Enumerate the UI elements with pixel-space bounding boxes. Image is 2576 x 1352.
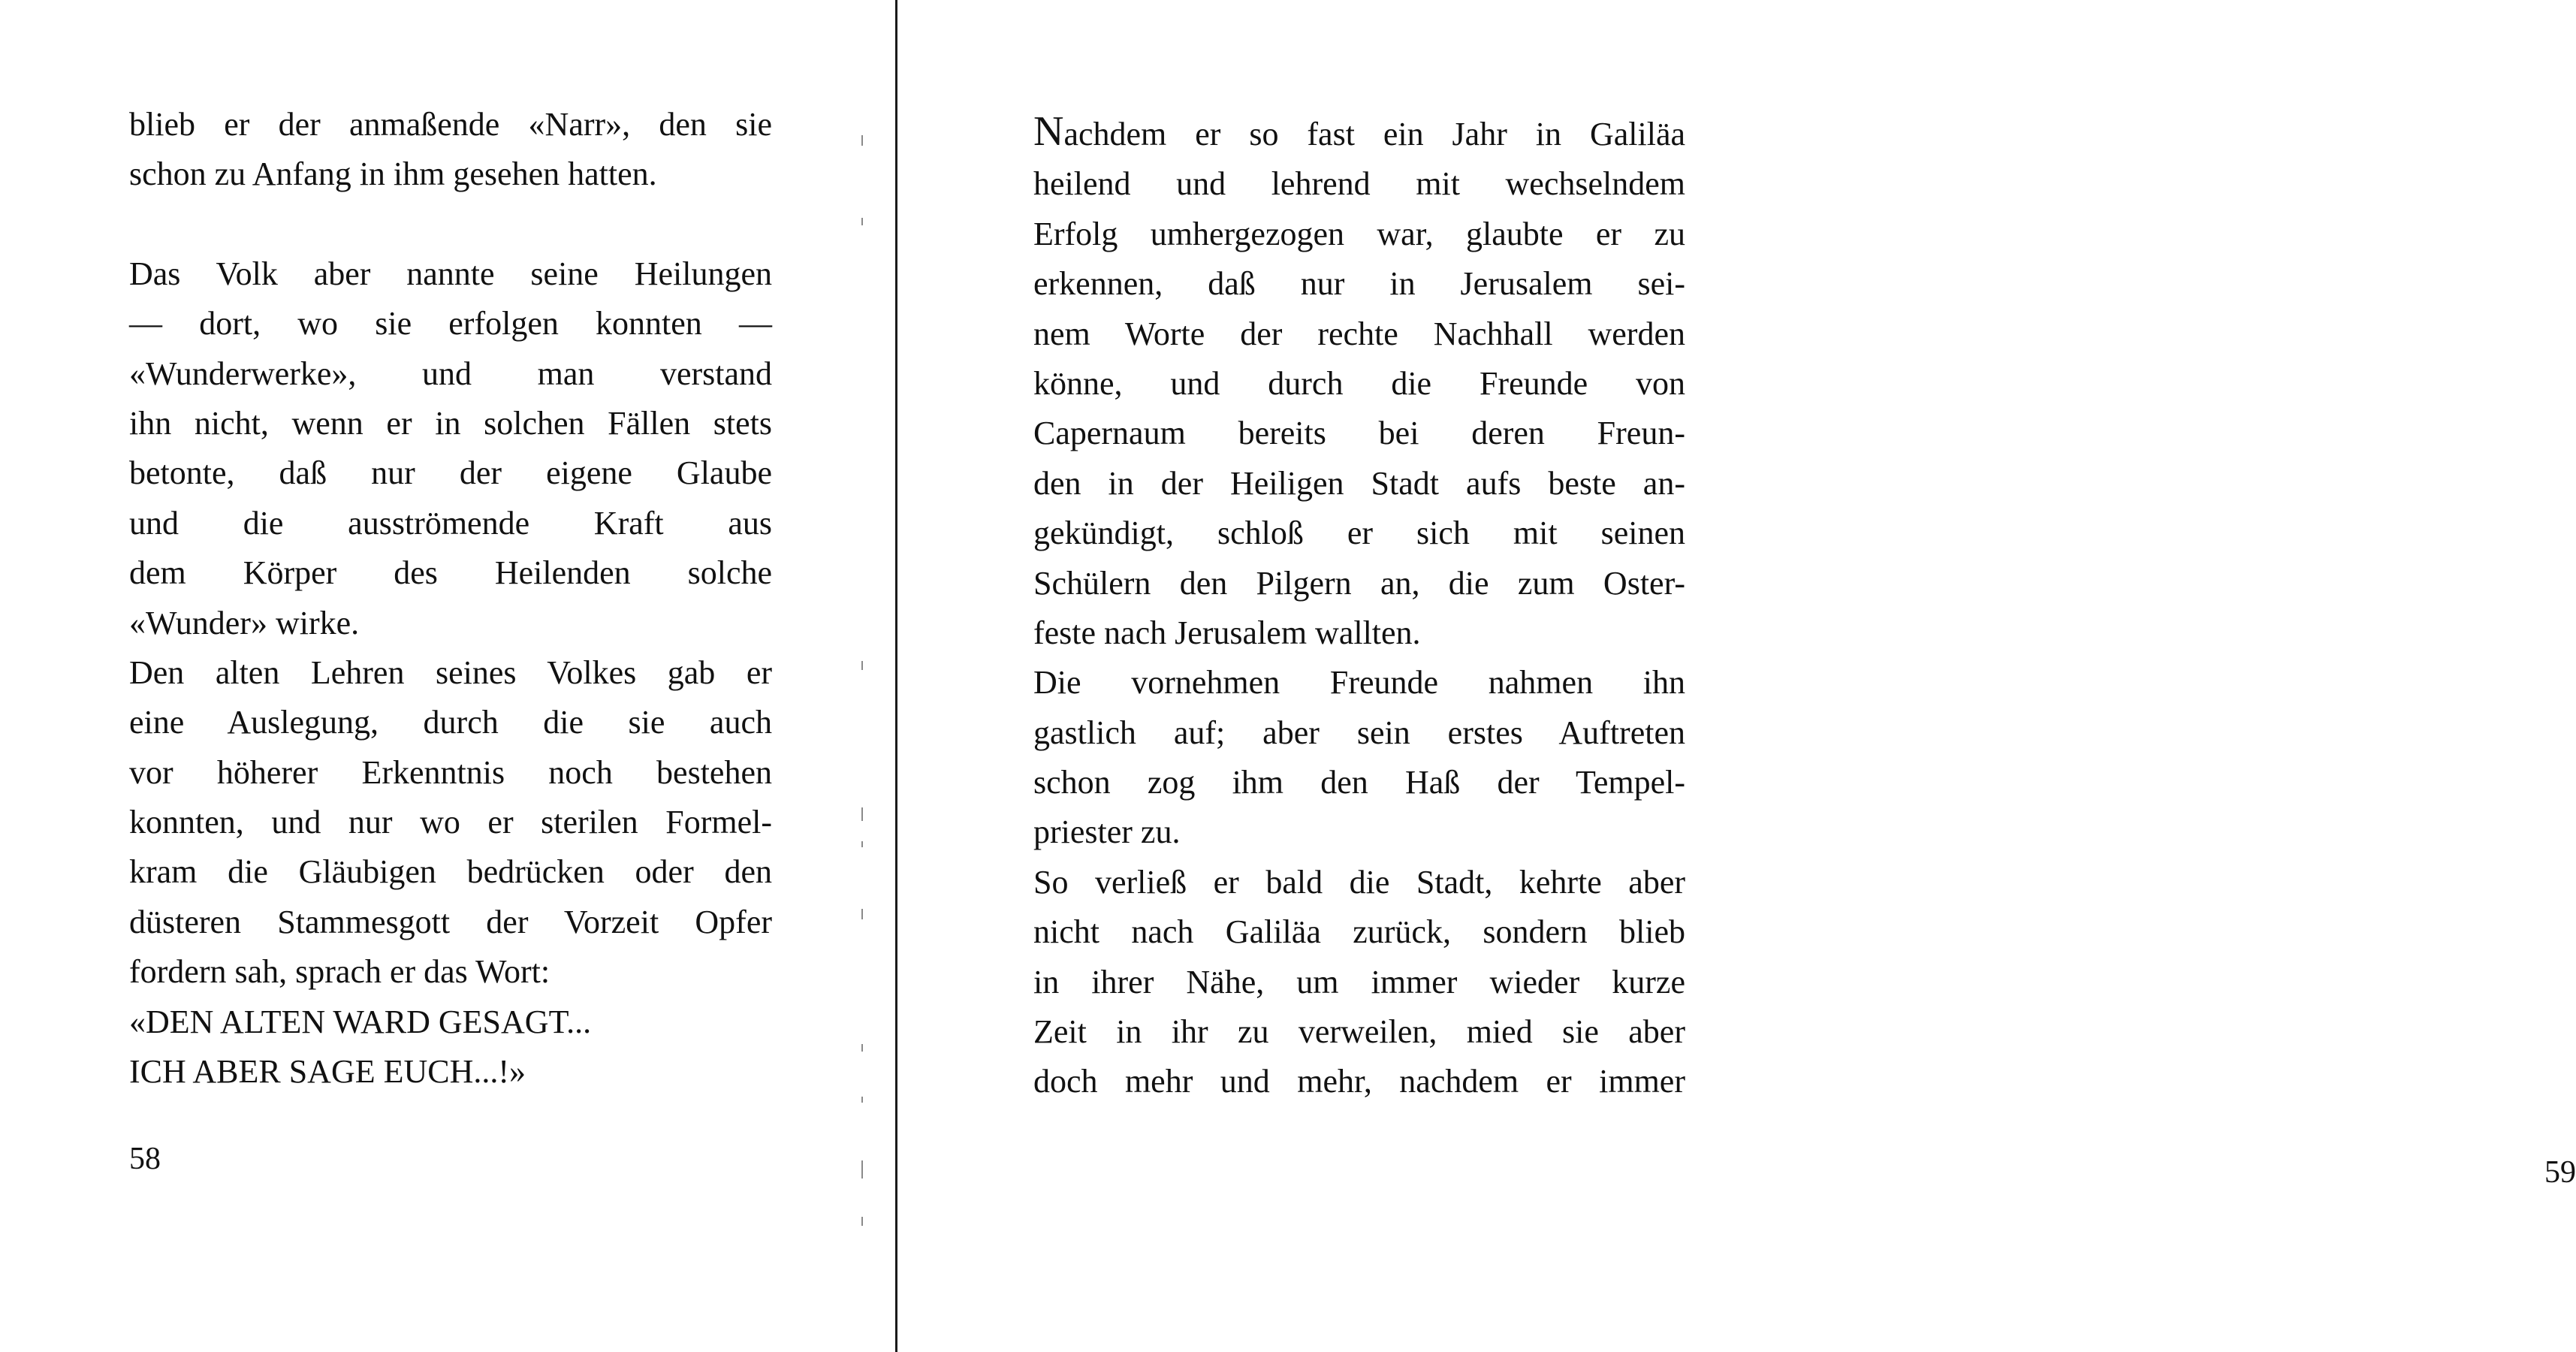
text-line: Capernaum bereits bei deren Freun- bbox=[1033, 415, 1685, 452]
text-line bbox=[1033, 110, 1685, 159]
text-line: «Wunderwerke», und man verstand bbox=[129, 355, 772, 392]
right-page-text bbox=[1033, 110, 1685, 1107]
text-line: den in der Heiligen Stadt aufs beste an- bbox=[1033, 464, 1685, 502]
page-number-left: 58 bbox=[129, 1142, 161, 1176]
text-line: Das Volk aber nannte seine Heilungen bbox=[129, 255, 772, 292]
right-page bbox=[901, 0, 2576, 1352]
text-line: schon zu Anfang in ihm gesehen hatten. bbox=[129, 155, 657, 193]
text-line: heilend und lehrend mit wechselndem bbox=[1033, 165, 1685, 203]
text-line: erkennen, daß nur in Jerusalem sei- bbox=[1033, 265, 1685, 303]
text-line: fordern sah, sprach er das Wort: bbox=[129, 953, 550, 991]
text-line: könne, und durch die Freunde von bbox=[1033, 364, 1685, 402]
text-line: nem Worte der rechte Nachhall werden bbox=[1033, 315, 1685, 352]
text-line: gastlich auf; aber sein erstes Auftreten bbox=[1033, 714, 1685, 751]
left-page-text bbox=[129, 100, 772, 1097]
text-line: Erfolg umhergezogen war, glaubte er zu bbox=[1033, 215, 1685, 252]
text-line: Den alten Lehren seines Volkes gab er bbox=[129, 653, 772, 691]
text-line: gekündigt, schloß er sich mit seinen bbox=[1033, 515, 1685, 552]
text-line: düsteren Stammesgott der Vorzeit Opfer bbox=[129, 903, 772, 940]
text-line: ihn nicht, wenn er in solchen Fällen stets bbox=[129, 404, 772, 442]
text-line: feste nach Jerusalem wallten. bbox=[1033, 614, 1421, 651]
text-line: priester zu. bbox=[1033, 813, 1181, 851]
text-line: schon zog ihm den Haß der Tempel- bbox=[1033, 764, 1685, 801]
text-line: doch mehr und mehr, nachdem er immer bbox=[1033, 1063, 1685, 1100]
first-line-rest: achdem er so fast ein Jahr in Galiläa bbox=[1063, 116, 1685, 152]
text-line: kram die Gläubigen bedrücken oder den bbox=[129, 853, 772, 891]
quote-line: ICH ABER SAGE EUCH...!» bbox=[129, 1053, 526, 1091]
book-spine bbox=[895, 0, 897, 1352]
quote-line: «DEN ALTEN WARD GESAGT... bbox=[129, 1003, 592, 1040]
page-number-right: 59 bbox=[2544, 1155, 2576, 1190]
text-line: Schülern den Pilgern an, die zum Oster- bbox=[1033, 564, 1685, 602]
text-line: konnten, und nur wo er sterilen Formel- bbox=[129, 804, 772, 841]
text-line: blieb er der anmaßende «Narr», den sie bbox=[129, 106, 772, 143]
paragraph-gap bbox=[129, 200, 772, 249]
left-page bbox=[0, 0, 886, 1352]
text-line: und die ausströmende Kraft aus bbox=[129, 504, 772, 542]
text-line: betonte, daß nur der eigene Glaube bbox=[129, 454, 772, 492]
text-line: dem Körper des Heilenden solche bbox=[129, 554, 772, 592]
text-line: — dort, wo sie erfolgen konnten — bbox=[129, 305, 772, 343]
text-line: So verließ er bald die Stadt, kehrte aber bbox=[1033, 863, 1685, 901]
text-line: eine Auslegung, durch die sie auch bbox=[129, 704, 772, 741]
text-line: nicht nach Galiläa zurück, sondern blieb bbox=[1033, 913, 1685, 951]
text-line: Die vornehmen Freunde nahmen ihn bbox=[1033, 664, 1685, 702]
text-line: in ihrer Nähe, um immer wieder kurze bbox=[1033, 963, 1685, 1000]
text-line: Zeit in ihr zu verweilen, mied sie aber bbox=[1033, 1013, 1685, 1051]
text-line: vor höherer Erkenntnis noch bestehen bbox=[129, 753, 772, 791]
drop-cap: N bbox=[1033, 108, 1064, 155]
gutter-specks bbox=[861, 0, 867, 1352]
text-line: «Wunder» wirke. bbox=[129, 604, 360, 641]
